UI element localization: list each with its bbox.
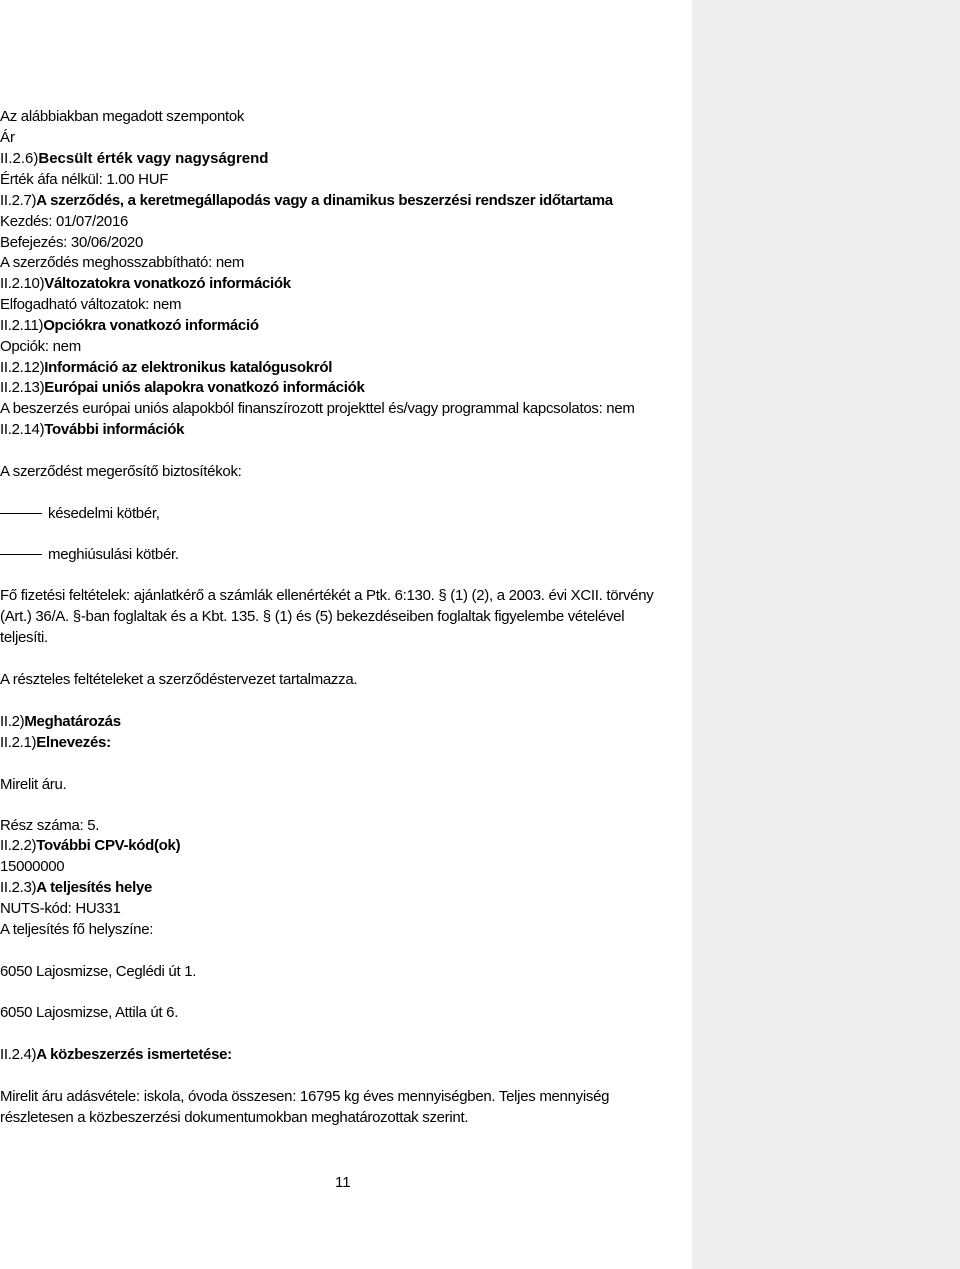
text-line: teljesíti.	[0, 629, 48, 646]
text-line: NUTS-kód: HU331	[0, 900, 121, 917]
section-heading	[0, 149, 268, 168]
text-line: Mirelit áru adásvétele: iskola, óvoda összesen: 16795 kg éves mennyiségben. Teljes mennyiség	[0, 1088, 610, 1105]
section-number: II.2.14)	[0, 421, 45, 438]
section-title: Információ az elektronikus katalógusokról	[44, 359, 333, 376]
section-number: II.2)	[0, 713, 25, 730]
section-number: II.2.12)	[0, 359, 45, 376]
section-number: II.2.3)	[0, 879, 37, 896]
list-item-text: meghiúsulási kötbér.	[48, 546, 179, 563]
text-line: 6050 Lajosmizse, Attila út 6.	[0, 1004, 179, 1021]
section-number: II.2.1)	[0, 734, 37, 751]
section-title: Európai uniós alapokra vonatkozó információk	[44, 379, 365, 396]
text-line: Az alábbiakban megadott szempontok	[0, 108, 245, 125]
text-line: A teljesítés fő helyszíne:	[0, 921, 154, 938]
section-heading	[0, 712, 121, 731]
section-number: II.2.7)	[0, 192, 37, 209]
section-number: II.2.6)	[0, 150, 39, 167]
text-line: Mirelit áru.	[0, 776, 67, 793]
section-title: Opciókra vonatkozó információ	[43, 317, 259, 334]
section-title: További CPV-kód(ok)	[36, 837, 181, 854]
section-title: A közbeszerzés ismertetése:	[36, 1046, 232, 1063]
dash-bullet	[0, 554, 42, 555]
text-line: A beszerzés európai uniós alapokból finanszírozott projekttel és/vagy programmal kapcsolatos: nem	[0, 400, 635, 417]
text-line: Rész száma: 5.	[0, 817, 100, 834]
section-heading	[0, 378, 365, 397]
section-title: Elnevezés:	[36, 734, 111, 751]
text-line: A szerződést megerősítő biztosítékok:	[0, 463, 242, 480]
section-heading	[0, 420, 184, 439]
text-line: részletesen a közbeszerzési dokumentumokban meghatározottak szerint.	[0, 1109, 469, 1126]
section-heading	[0, 358, 332, 377]
dash-bullet	[0, 513, 42, 514]
section-heading	[0, 316, 259, 335]
text-line: Kezdés: 01/07/2016	[0, 213, 129, 230]
section-heading	[0, 733, 111, 752]
list-item-text: késedelmi kötbér,	[48, 505, 160, 522]
text-line: 15000000	[0, 858, 65, 875]
text-line: Érték áfa nélkül: 1.00 HUF	[0, 171, 169, 188]
section-number: II.2.4)	[0, 1046, 37, 1063]
section-number: II.2.11)	[0, 317, 44, 334]
text-line: Befejezés: 30/06/2020	[0, 234, 143, 251]
section-number: II.2.10)	[0, 275, 45, 292]
section-title: A teljesítés helye	[36, 879, 153, 896]
text-line: Elfogadható változatok: nem	[0, 296, 182, 313]
text-line: Ár	[0, 129, 15, 146]
section-heading	[0, 274, 291, 293]
section-heading	[0, 836, 180, 855]
page-number: 11	[335, 1174, 351, 1191]
text-line: A szerződés meghosszabbítható: nem	[0, 254, 245, 271]
section-heading	[0, 878, 152, 897]
section-heading	[0, 1045, 232, 1064]
section-number: II.2.13)	[0, 379, 45, 396]
text-line: 6050 Lajosmizse, Ceglédi út 1.	[0, 963, 197, 980]
section-title: A szerződés, a keretmegállapodás vagy a dinamikus beszerzési rendszer időtartama	[36, 192, 613, 209]
text-line: A részteles feltételeket a szerződéstervezet tartalmazza.	[0, 671, 358, 688]
text-line: Opciók: nem	[0, 338, 81, 355]
section-title: Változatokra vonatkozó információk	[44, 275, 291, 292]
section-title: További információk	[44, 421, 185, 438]
section-number: II.2.2)	[0, 837, 37, 854]
comment-margin-panel	[692, 0, 960, 1269]
text-line: Fő fizetési feltételek: ajánlatkérő a számlák ellenértékét a Ptk. 6:130. § (1) (2), a 2003. évi XCII. törvény	[0, 587, 654, 604]
dash-list-item	[0, 545, 300, 564]
text-line: (Art.) 36/A. §-ban foglaltak és a Kbt. 135. § (1) és (5) bekezdéseiben foglaltak figyelembe vételével	[0, 608, 625, 625]
section-heading	[0, 191, 613, 210]
section-title: Becsült érték vagy nagyságrend	[38, 150, 269, 167]
section-title: Meghatározás	[24, 713, 121, 730]
dash-list-item	[0, 504, 300, 523]
